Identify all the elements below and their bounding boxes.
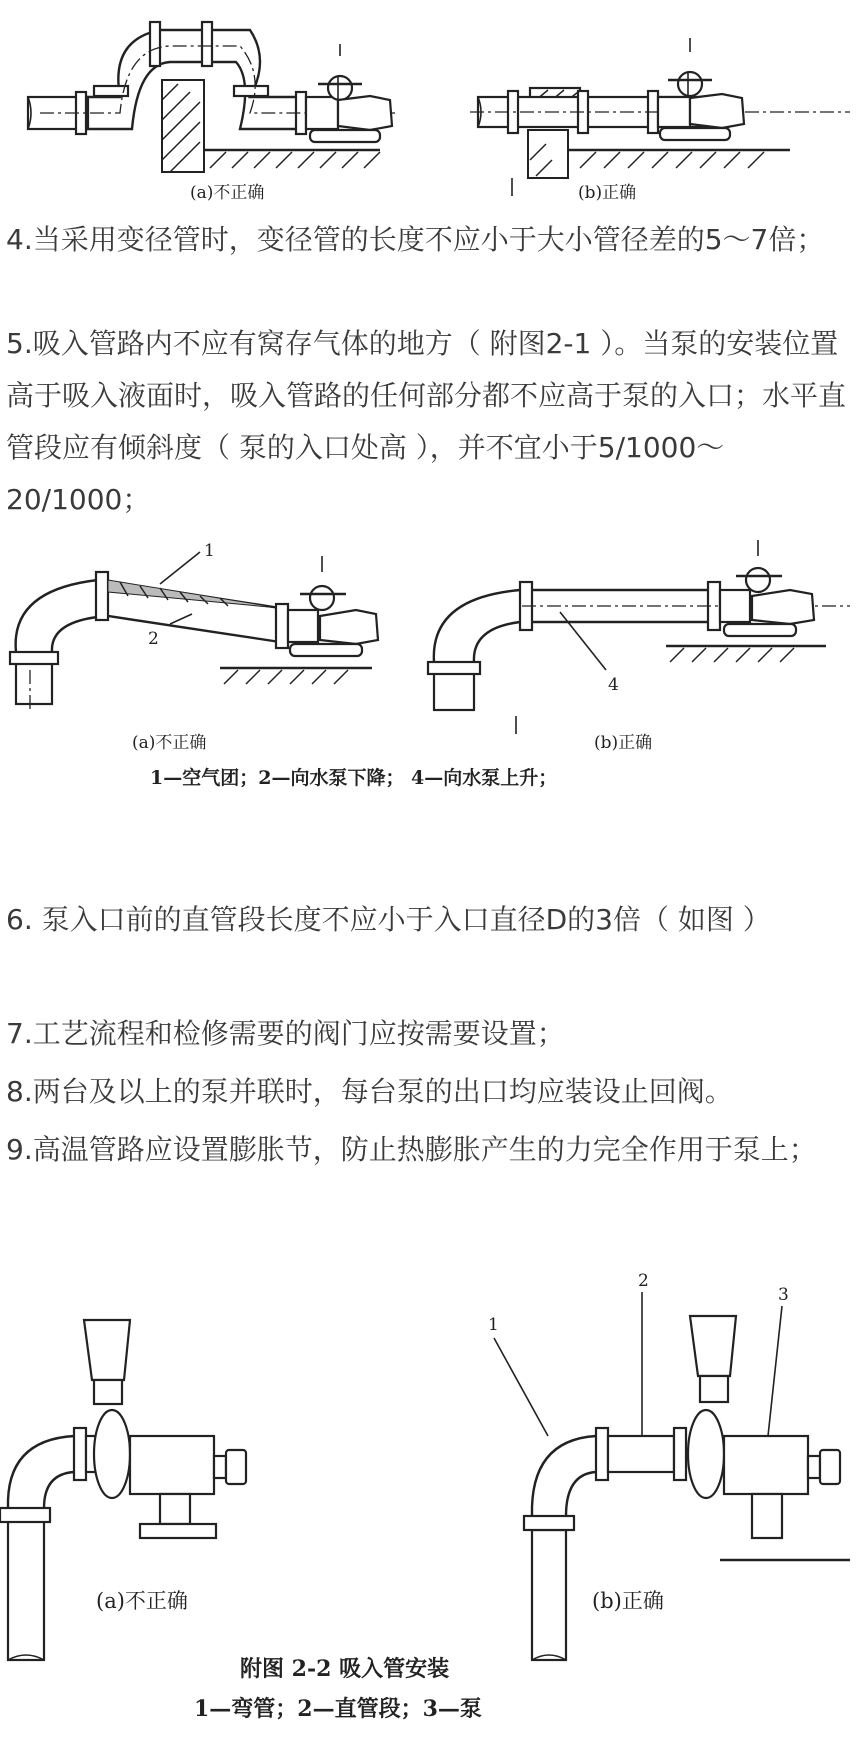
figure-3-title: 附图 2-2 吸入管安装 <box>240 1656 450 1682</box>
figure-3-callout-1: 1 <box>488 1315 499 1335</box>
paragraph-5: 5.吸入管路内不应有窝存气体的地方（ 附图2-1 ）。当泵的安装位置高于吸入液面时，吸入管路的任何部分都不应高于泵的入口；水平直管段应有倾斜度（ 泵的入口处高 ），并不宜小于5/1000～20/1000； <box>6 327 847 516</box>
figure-3-callout-2: 2 <box>638 1271 649 1291</box>
figure-1a-label: (a)不正确 <box>190 183 265 203</box>
paragraph-8: 8.两台及以上的泵并联时，每台泵的出口均应装设止回阀。 <box>6 1075 733 1108</box>
figure-2a-drawing <box>10 552 378 710</box>
paragraph-7: 7.工艺流程和检修需要的阀门应按需要设置； <box>6 1017 565 1050</box>
figure-2 <box>0 520 860 800</box>
figure-2a-label: (a)不正确 <box>132 733 207 753</box>
figure-3-callout-3: 3 <box>778 1285 789 1305</box>
figure-2-callout-2: 2 <box>148 629 159 649</box>
figure-2-callout-4: 4 <box>608 675 619 695</box>
figure-2-callout-1: 1 <box>204 541 215 561</box>
figure-3-legend: 1—弯管；2—直管段；3—泵 <box>194 1696 482 1722</box>
figure-1 <box>0 0 860 220</box>
figure-2-legend: 1—空气团；2—向水泵下降； 4—向水泵上升； <box>150 767 558 789</box>
figure-3b-drawing <box>494 1292 850 1660</box>
paragraph-6: 6. 泵入口前的直管段长度不应小于入口直径D的3倍（ 如图 ） <box>6 903 771 936</box>
paragraph-9: 9.高温管路应设置膨胀节，防止热膨胀产生的力完全作用于泵上； <box>6 1133 817 1166</box>
figure-3a-caption: (a)不正确 <box>96 1589 188 1613</box>
figure-3b-caption: (b)正确 <box>592 1589 664 1613</box>
figure-3 <box>0 1260 860 1740</box>
paragraph-4: 4.当采用变径管时，变径管的长度不应小于大小管径差的5～7倍； <box>6 223 825 256</box>
figure-2b-label: (b)正确 <box>594 733 653 753</box>
figure-1b-label: (b)正确 <box>578 183 637 203</box>
figure-2b-drawing <box>428 540 850 734</box>
figure-1a-drawing <box>28 22 395 172</box>
figure-1b-drawing <box>470 38 850 196</box>
